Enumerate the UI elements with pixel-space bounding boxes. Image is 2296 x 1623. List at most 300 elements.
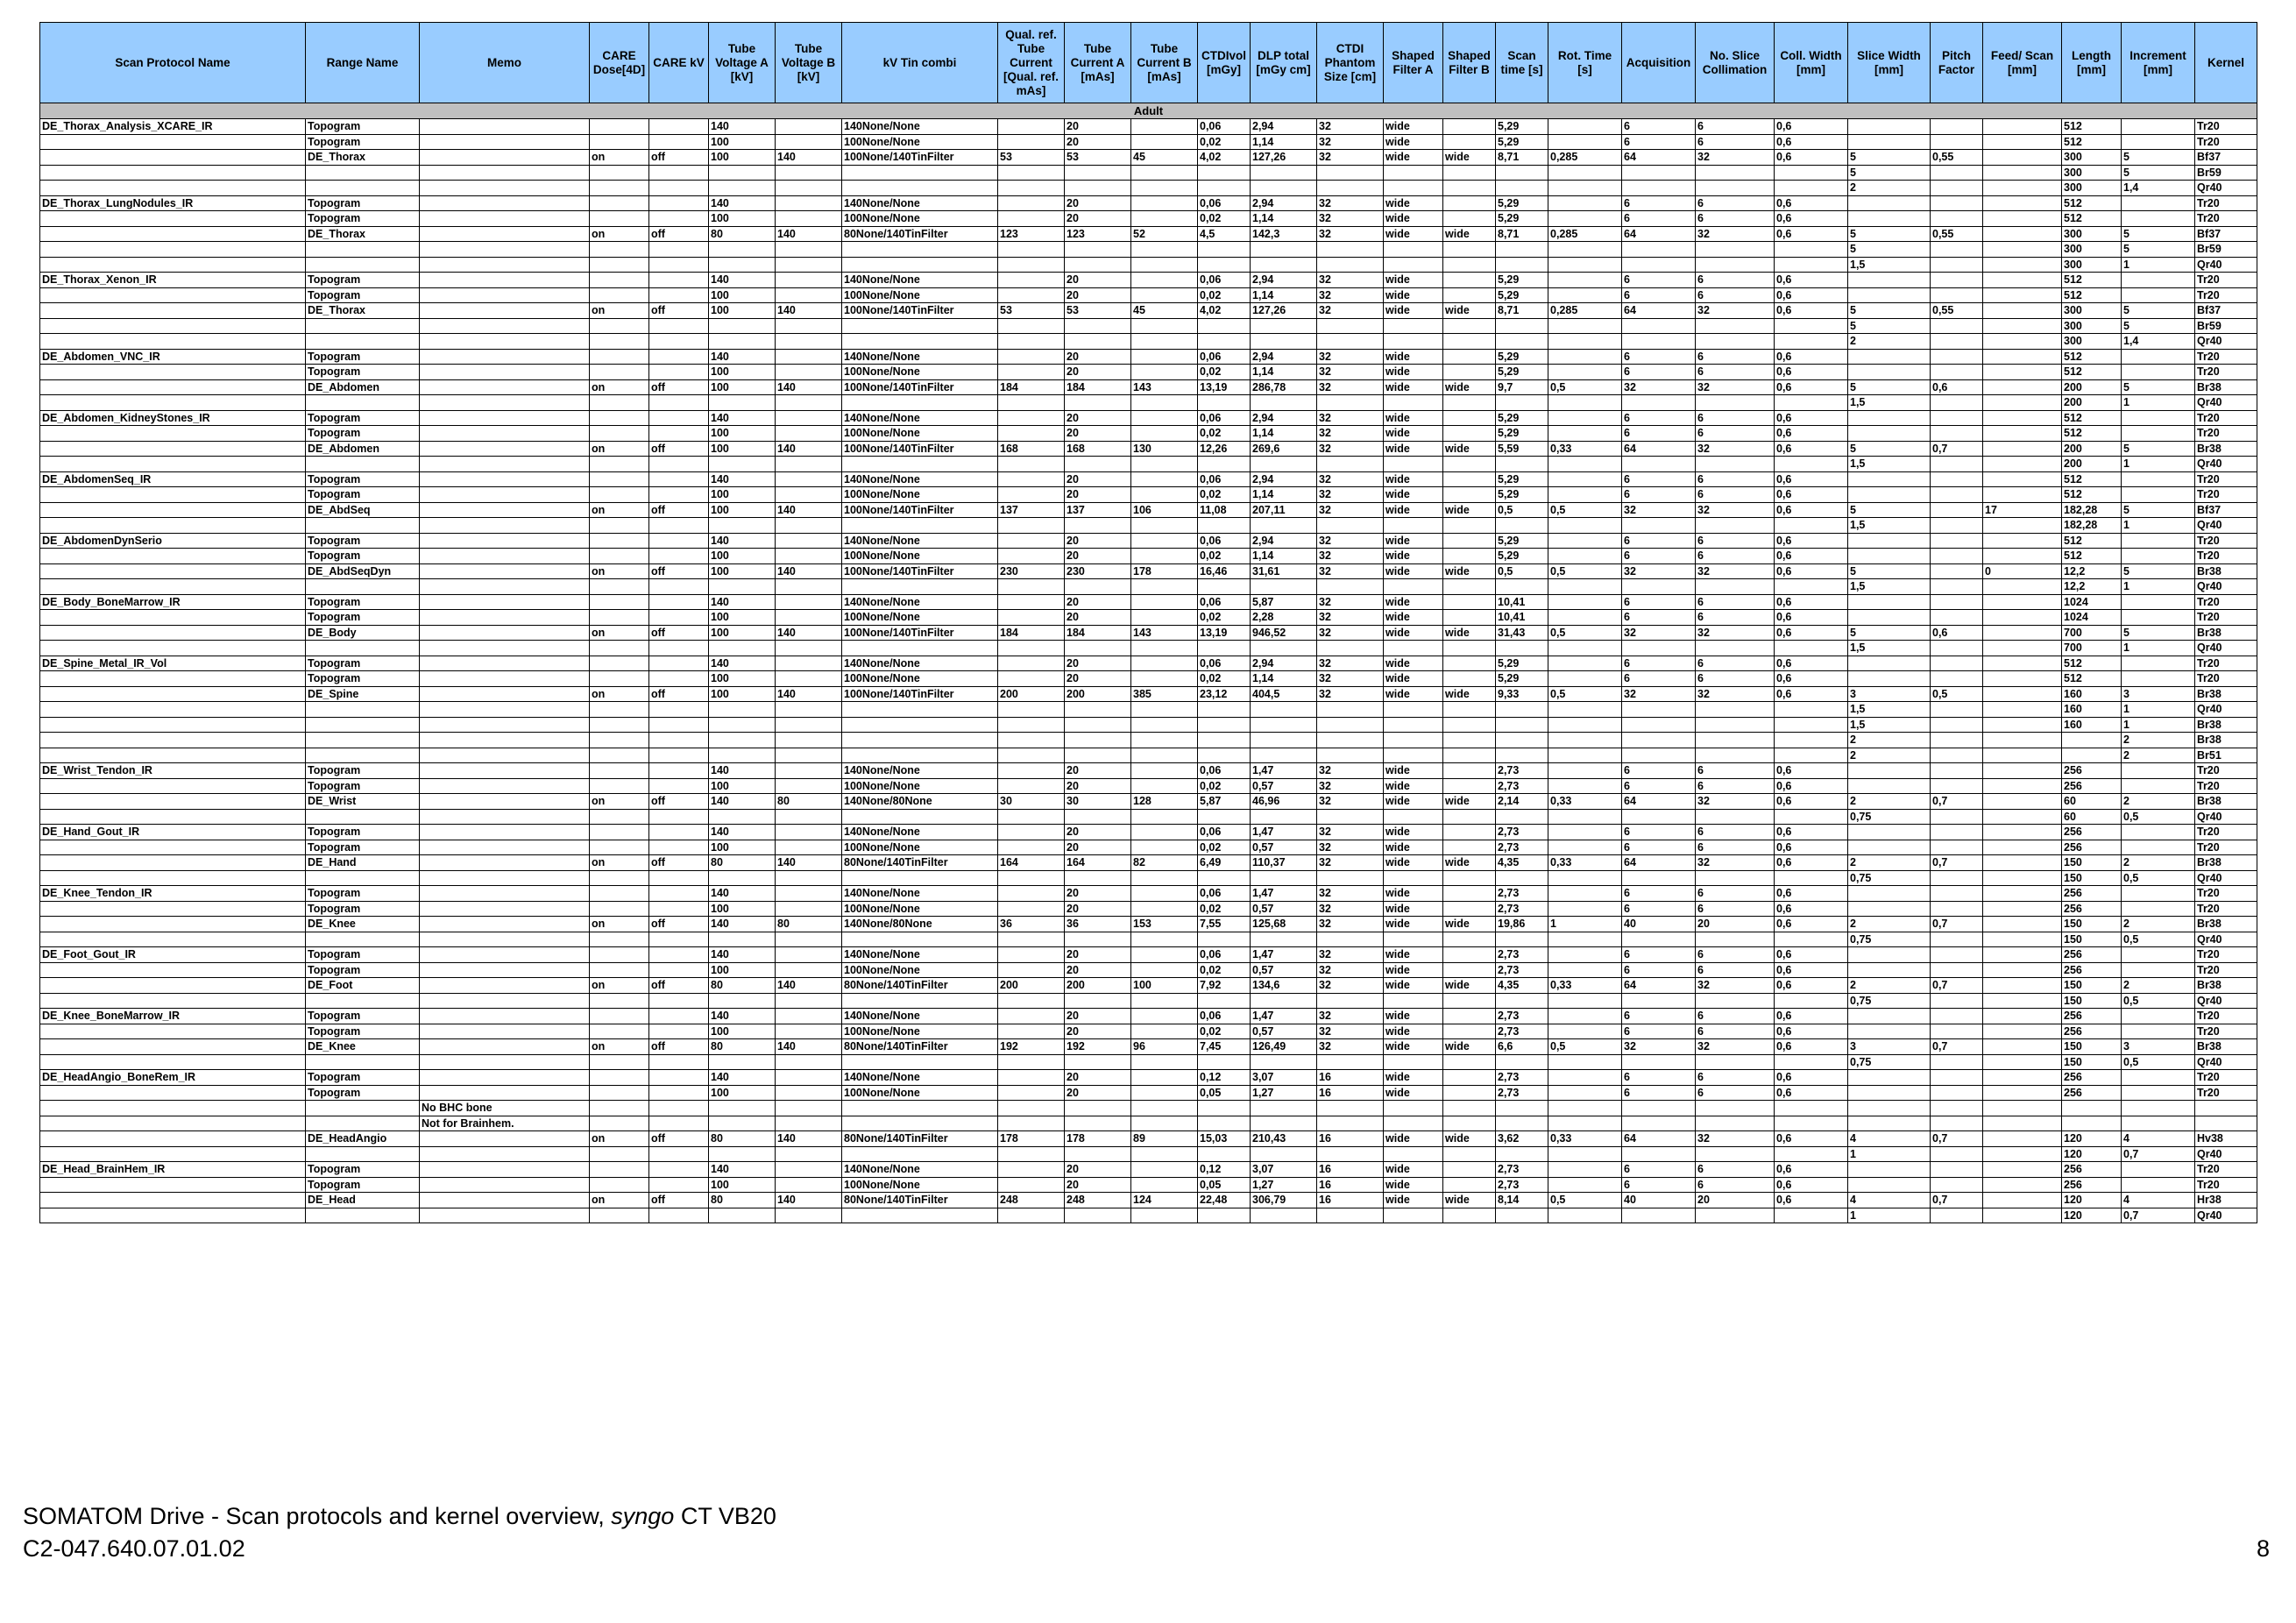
- table-cell: [1931, 211, 1983, 227]
- table-cell: 0,06: [1198, 533, 1251, 549]
- table-cell: wide: [1443, 794, 1496, 810]
- table-cell: 20: [1065, 119, 1131, 135]
- table-cell: 32: [1317, 195, 1384, 211]
- table-cell: on: [590, 686, 649, 702]
- table-cell: Tr20: [2195, 825, 2257, 840]
- table-cell: 100None/None: [842, 1177, 998, 1193]
- table-cell: 126,49: [1251, 1039, 1317, 1055]
- table-cell: [1622, 579, 1696, 595]
- table-cell: [1848, 671, 1931, 687]
- table-cell: [40, 901, 306, 917]
- table-cell: 0,7: [1931, 1193, 1983, 1208]
- table-cell: 53: [998, 150, 1065, 166]
- table-cell: [776, 1009, 842, 1024]
- table-cell: Tr20: [2195, 778, 2257, 794]
- table-cell: [1931, 702, 1983, 718]
- table-cell: wide: [1384, 287, 1443, 303]
- table-cell: [649, 211, 709, 227]
- table-row: [40, 794, 2257, 810]
- table-cell: 100None/None: [842, 840, 998, 855]
- table-cell: [420, 901, 590, 917]
- table-cell: wide: [1384, 962, 1443, 978]
- table-cell: 32: [1696, 625, 1775, 641]
- table-cell: Topogram: [306, 1009, 420, 1024]
- table-cell: [1848, 610, 1931, 626]
- table-cell: 1024: [2062, 610, 2122, 626]
- table-cell: 64: [1622, 441, 1696, 457]
- table-cell: [2122, 426, 2195, 442]
- table-cell: 20: [1065, 426, 1131, 442]
- table-cell: [1443, 242, 1496, 258]
- table-cell: off: [649, 563, 709, 579]
- table-cell: 20: [1065, 410, 1131, 426]
- table-cell: [998, 901, 1065, 917]
- table-cell: 300: [2062, 318, 2122, 334]
- table-cell: 140: [776, 1039, 842, 1055]
- table-cell: [776, 257, 842, 273]
- table-cell: [1384, 579, 1443, 595]
- table-cell: on: [590, 855, 649, 871]
- table-cell: [420, 594, 590, 610]
- table-cell: 127,26: [1251, 303, 1317, 319]
- table-cell: [1496, 334, 1548, 350]
- table-cell: 6: [1696, 134, 1775, 150]
- table-cell: [1317, 579, 1384, 595]
- table-cell: [590, 1009, 649, 1024]
- table-cell: 140: [776, 686, 842, 702]
- table-cell: 20: [1065, 778, 1131, 794]
- table-cell: [1443, 1146, 1496, 1162]
- table-cell: DE_Abdomen_VNC_IR: [40, 349, 306, 365]
- table-cell: 32: [1317, 886, 1384, 902]
- table-cell: [998, 1146, 1065, 1162]
- table-cell: [709, 1116, 776, 1131]
- table-cell: wide: [1384, 273, 1443, 288]
- table-cell: [1065, 1146, 1131, 1162]
- column-header: Scan Protocol Name: [40, 23, 306, 103]
- table-cell: [1622, 1116, 1696, 1131]
- table-cell: 0,5: [1496, 563, 1548, 579]
- table-cell: [1131, 533, 1198, 549]
- table-cell: [998, 1070, 1065, 1086]
- table-cell: [590, 318, 649, 334]
- table-cell: [998, 641, 1065, 656]
- table-cell: 100: [709, 563, 776, 579]
- table-cell: [1983, 763, 2062, 779]
- table-cell: 32: [1696, 303, 1775, 319]
- table-cell: [306, 318, 420, 334]
- table-cell: [590, 809, 649, 825]
- table-cell: 0,6: [1775, 549, 1848, 564]
- table-cell: [590, 962, 649, 978]
- table-cell: [1983, 365, 2062, 380]
- table-cell: [590, 195, 649, 211]
- table-row: [40, 917, 2257, 932]
- table-cell: 140None/None: [842, 947, 998, 963]
- table-cell: [40, 334, 306, 350]
- table-cell: [1131, 809, 1198, 825]
- table-cell: [306, 518, 420, 534]
- table-cell: 6: [1696, 610, 1775, 626]
- table-cell: 6: [1622, 901, 1696, 917]
- table-cell: 0,06: [1198, 195, 1251, 211]
- table-cell: 150: [2062, 932, 2122, 947]
- table-cell: DE_Head: [306, 1193, 420, 1208]
- table-cell: [40, 379, 306, 395]
- table-cell: [1622, 257, 1696, 273]
- table-cell: [776, 1162, 842, 1178]
- table-cell: 6,49: [1198, 855, 1251, 871]
- table-cell: 512: [2062, 195, 2122, 211]
- table-cell: Qr40: [2195, 518, 2257, 534]
- table-cell: 140None/None: [842, 1009, 998, 1024]
- table-row: [40, 671, 2257, 687]
- table-cell: wide: [1384, 1024, 1443, 1039]
- table-cell: [842, 1146, 998, 1162]
- table-cell: [1983, 1131, 2062, 1147]
- table-cell: 32: [1696, 978, 1775, 994]
- table-cell: 0,02: [1198, 287, 1251, 303]
- table-cell: Tr20: [2195, 610, 2257, 626]
- table-cell: 512: [2062, 134, 2122, 150]
- table-cell: [998, 1054, 1065, 1070]
- table-cell: DE_Abdomen: [306, 441, 420, 457]
- table-cell: [998, 809, 1065, 825]
- table-cell: 5,29: [1496, 533, 1548, 549]
- table-cell: [998, 457, 1065, 472]
- table-cell: 150: [2062, 993, 2122, 1009]
- table-cell: [998, 579, 1065, 595]
- table-cell: [1931, 533, 1983, 549]
- table-cell: Topogram: [306, 365, 420, 380]
- table-cell: DE_Wrist: [306, 794, 420, 810]
- table-cell: [1983, 794, 2062, 810]
- table-cell: [776, 717, 842, 733]
- table-cell: Br59: [2195, 242, 2257, 258]
- table-cell: 20: [1065, 211, 1131, 227]
- table-cell: 32: [1696, 150, 1775, 166]
- table-cell: 5: [2122, 563, 2195, 579]
- table-cell: 100None/140TinFilter: [842, 563, 998, 579]
- table-cell: 0,6: [1775, 625, 1848, 641]
- table-row: [40, 886, 2257, 902]
- table-cell: [590, 426, 649, 442]
- table-cell: [1983, 840, 2062, 855]
- table-cell: 100: [709, 1024, 776, 1039]
- table-cell: 0,6: [1775, 349, 1848, 365]
- table-cell: 0,6: [1775, 379, 1848, 395]
- table-cell: wide: [1443, 441, 1496, 457]
- table-cell: [998, 594, 1065, 610]
- table-cell: 2,94: [1251, 119, 1317, 135]
- table-cell: [1131, 656, 1198, 671]
- table-cell: 2,73: [1496, 1070, 1548, 1086]
- table-cell: wide: [1443, 303, 1496, 319]
- table-cell: Hv38: [2195, 1131, 2257, 1147]
- table-cell: 5,29: [1496, 195, 1548, 211]
- table-cell: 5,29: [1496, 410, 1548, 426]
- table-cell: wide: [1384, 625, 1443, 641]
- table-cell: [842, 1208, 998, 1223]
- table-cell: on: [590, 978, 649, 994]
- table-cell: [1775, 1054, 1848, 1070]
- table-cell: 31,43: [1496, 625, 1548, 641]
- table-cell: [1775, 717, 1848, 733]
- table-cell: 300: [2062, 226, 2122, 242]
- table-cell: [776, 395, 842, 411]
- column-header: kV Tin combi: [842, 23, 998, 103]
- table-cell: [842, 1101, 998, 1116]
- table-cell: Topogram: [306, 273, 420, 288]
- table-cell: [776, 518, 842, 534]
- table-cell: wide: [1384, 441, 1443, 457]
- table-cell: [40, 717, 306, 733]
- table-cell: 20: [1696, 1193, 1775, 1208]
- table-cell: 200: [1065, 978, 1131, 994]
- table-row: [40, 1131, 2257, 1147]
- table-cell: 1,27: [1251, 1085, 1317, 1101]
- table-cell: Qr40: [2195, 932, 2257, 947]
- table-cell: 300: [2062, 165, 2122, 181]
- table-cell: [1065, 993, 1131, 1009]
- table-cell: [420, 1193, 590, 1208]
- table-cell: [998, 1024, 1065, 1039]
- table-cell: [1131, 778, 1198, 794]
- table-cell: [1198, 809, 1251, 825]
- column-header: Coll. Width [mm]: [1775, 23, 1848, 103]
- table-cell: 5: [2122, 625, 2195, 641]
- table-cell: 1,47: [1251, 947, 1317, 963]
- table-cell: [776, 1208, 842, 1223]
- table-cell: [420, 870, 590, 886]
- table-row: [40, 211, 2257, 227]
- table-cell: [1317, 870, 1384, 886]
- table-cell: [1131, 579, 1198, 595]
- table-cell: 256: [2062, 1009, 2122, 1024]
- table-cell: [1198, 1146, 1251, 1162]
- table-cell: [1251, 932, 1317, 947]
- table-cell: 5: [1848, 318, 1931, 334]
- table-cell: Tr20: [2195, 195, 2257, 211]
- table-cell: DE_Hand: [306, 855, 420, 871]
- table-cell: Tr20: [2195, 349, 2257, 365]
- table-cell: 1: [1548, 917, 1622, 932]
- table-cell: [1548, 1054, 1622, 1070]
- table-cell: [1496, 641, 1548, 656]
- table-cell: 32: [1317, 410, 1384, 426]
- table-cell: 100None/None: [842, 365, 998, 380]
- table-cell: 6: [1622, 471, 1696, 487]
- table-cell: wide: [1384, 778, 1443, 794]
- table-cell: 182,28: [2062, 518, 2122, 534]
- table-cell: 5: [2122, 502, 2195, 518]
- table-cell: 134,6: [1251, 978, 1317, 994]
- table-cell: [1548, 610, 1622, 626]
- table-cell: 6: [1622, 1024, 1696, 1039]
- table-cell: [1384, 641, 1443, 656]
- table-cell: [1131, 825, 1198, 840]
- table-cell: 306,79: [1251, 1193, 1317, 1208]
- table-cell: [1496, 1146, 1548, 1162]
- table-cell: 20: [1065, 610, 1131, 626]
- table-cell: [420, 1039, 590, 1055]
- table-cell: wide: [1384, 610, 1443, 626]
- table-cell: [1496, 579, 1548, 595]
- table-cell: [1198, 702, 1251, 718]
- table-cell: 0,06: [1198, 471, 1251, 487]
- table-cell: [776, 211, 842, 227]
- table-cell: [40, 794, 306, 810]
- table-cell: [1496, 1116, 1548, 1131]
- table-cell: [998, 318, 1065, 334]
- table-cell: 0,5: [1548, 379, 1622, 395]
- section-label: Adult: [40, 103, 2257, 119]
- table-cell: 32: [1317, 978, 1384, 994]
- table-cell: [1622, 1054, 1696, 1070]
- table-cell: [40, 563, 306, 579]
- table-cell: 5: [2122, 303, 2195, 319]
- table-cell: [1384, 702, 1443, 718]
- table-cell: [1251, 717, 1317, 733]
- table-cell: [40, 809, 306, 825]
- table-cell: [1931, 579, 1983, 595]
- table-cell: wide: [1384, 365, 1443, 380]
- table-cell: 1,4: [2122, 181, 2195, 196]
- table-cell: [1198, 579, 1251, 595]
- table-cell: [649, 840, 709, 855]
- table-cell: [776, 471, 842, 487]
- table-cell: 300: [2062, 334, 2122, 350]
- table-cell: [590, 993, 649, 1009]
- table-cell: 0,5: [1548, 1193, 1622, 1208]
- table-cell: [1983, 641, 2062, 656]
- table-cell: [1131, 349, 1198, 365]
- table-row: [40, 855, 2257, 871]
- table-cell: [420, 686, 590, 702]
- table-cell: [709, 717, 776, 733]
- table-cell: 0,6: [1775, 1009, 1848, 1024]
- table-row: [40, 502, 2257, 518]
- table-cell: [1696, 579, 1775, 595]
- table-cell: 140: [709, 1009, 776, 1024]
- table-cell: [649, 242, 709, 258]
- table-cell: Qr40: [2195, 257, 2257, 273]
- table-cell: [1131, 426, 1198, 442]
- table-row: [40, 303, 2257, 319]
- table-cell: 153: [1131, 917, 1198, 932]
- table-cell: [1131, 242, 1198, 258]
- table-cell: 3,62: [1496, 1131, 1548, 1147]
- table-cell: [1131, 134, 1198, 150]
- table-cell: [649, 1054, 709, 1070]
- table-cell: 5,29: [1496, 287, 1548, 303]
- table-cell: [1848, 840, 1931, 855]
- table-cell: 2,94: [1251, 410, 1317, 426]
- table-cell: [776, 702, 842, 718]
- table-cell: 32: [1317, 1009, 1384, 1024]
- table-cell: 140: [776, 563, 842, 579]
- table-cell: 5: [1848, 165, 1931, 181]
- table-cell: [420, 809, 590, 825]
- table-cell: [1443, 962, 1496, 978]
- table-cell: [649, 932, 709, 947]
- table-cell: [649, 119, 709, 135]
- table-cell: Topogram: [306, 947, 420, 963]
- table-cell: 32: [1317, 303, 1384, 319]
- table-row: [40, 1193, 2257, 1208]
- table-cell: [590, 901, 649, 917]
- table-cell: 140None/None: [842, 410, 998, 426]
- table-cell: [842, 395, 998, 411]
- table-cell: 1,27: [1251, 1177, 1317, 1193]
- table-cell: Tr20: [2195, 549, 2257, 564]
- table-cell: 100: [709, 287, 776, 303]
- table-cell: [2122, 610, 2195, 626]
- table-cell: [1317, 334, 1384, 350]
- table-cell: 256: [2062, 840, 2122, 855]
- table-cell: [1983, 349, 2062, 365]
- table-cell: [1317, 717, 1384, 733]
- table-cell: [1065, 870, 1131, 886]
- table-cell: [1931, 365, 1983, 380]
- table-cell: [590, 119, 649, 135]
- table-cell: DE_Foot_Gout_IR: [40, 947, 306, 963]
- table-cell: [842, 1116, 998, 1131]
- table-cell: [306, 717, 420, 733]
- table-cell: DE_AbdSeq: [306, 502, 420, 518]
- table-cell: 256: [2062, 825, 2122, 840]
- table-cell: [842, 717, 998, 733]
- table-cell: 2,73: [1496, 840, 1548, 855]
- table-cell: [420, 778, 590, 794]
- table-cell: on: [590, 625, 649, 641]
- table-cell: [649, 549, 709, 564]
- table-cell: [1622, 165, 1696, 181]
- table-cell: [590, 165, 649, 181]
- table-cell: Br38: [2195, 1039, 2257, 1055]
- table-cell: [1931, 641, 1983, 656]
- table-cell: [649, 471, 709, 487]
- table-row: [40, 226, 2257, 242]
- table-cell: 100: [709, 901, 776, 917]
- table-cell: 5,29: [1496, 656, 1548, 671]
- table-cell: [776, 763, 842, 779]
- table-cell: [40, 242, 306, 258]
- table-cell: [1131, 165, 1198, 181]
- table-cell: [1931, 334, 1983, 350]
- table-cell: [420, 1146, 590, 1162]
- table-cell: [1931, 594, 1983, 610]
- table-cell: Br51: [2195, 748, 2257, 763]
- table-cell: [420, 579, 590, 595]
- table-cell: 512: [2062, 656, 2122, 671]
- table-cell: [1983, 870, 2062, 886]
- table-cell: [842, 733, 998, 748]
- table-cell: Tr20: [2195, 901, 2257, 917]
- table-cell: 100None/None: [842, 211, 998, 227]
- table-cell: [649, 181, 709, 196]
- table-cell: [709, 257, 776, 273]
- table-cell: [40, 502, 306, 518]
- table-cell: 5: [1848, 242, 1931, 258]
- table-cell: 1: [2122, 395, 2195, 411]
- table-cell: off: [649, 686, 709, 702]
- table-cell: 13,19: [1198, 625, 1251, 641]
- table-cell: 45: [1131, 150, 1198, 166]
- table-cell: 20: [1065, 487, 1131, 503]
- table-cell: [776, 549, 842, 564]
- table-cell: [649, 886, 709, 902]
